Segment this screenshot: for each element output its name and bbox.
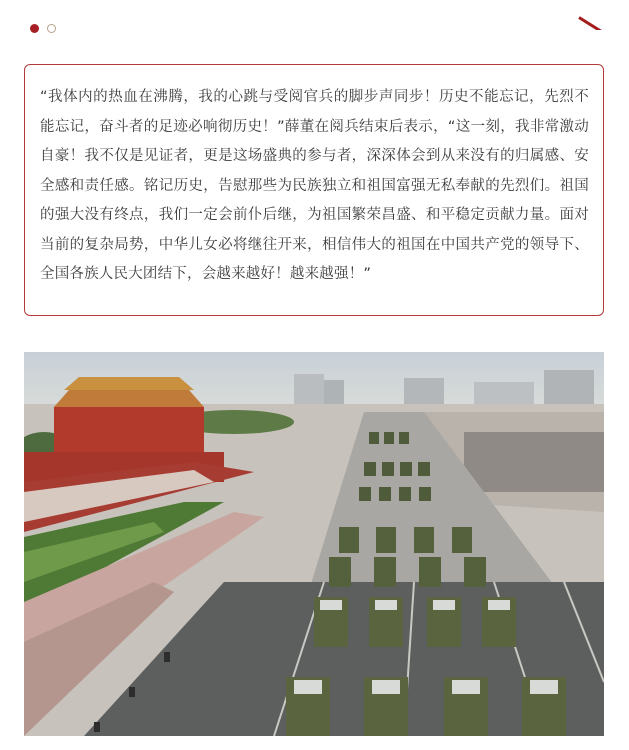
military-parade-photo xyxy=(24,352,604,736)
quote-text: “我体内的热血在沸腾，我的心跳与受阅官兵的脚步声同步！历史不能忘记，先烈不能忘记，奋斗者的足迹必响彻历史！”薛董在阅兵结束后表示，“这一刻，我非常激动自豪！我不仅是见证者，更是这场盛典的参与者，深深体会到从来没有的归属感、安全感和责任感。铭记历史，告慰那些为民族独立和祖国富强无私奉献的先烈们。祖国的强大没有终点，我们一定会前仆后继，为祖国繁荣昌盛、和平稳定贡献力量。面对当前的复杂局势，中华儿女必将继往开来，相信伟大的祖国在中国共产党的领导下、全国各族人民大团结下，会越来越好！越来越强！” xyxy=(40,89,589,282)
carousel-dot-inactive[interactable] xyxy=(47,24,56,33)
quote-box xyxy=(24,64,604,316)
carousel-dot-active[interactable] xyxy=(30,24,39,33)
corner-decoration xyxy=(569,8,629,30)
parade-illustration xyxy=(24,352,604,736)
carousel-indicator xyxy=(30,24,56,33)
